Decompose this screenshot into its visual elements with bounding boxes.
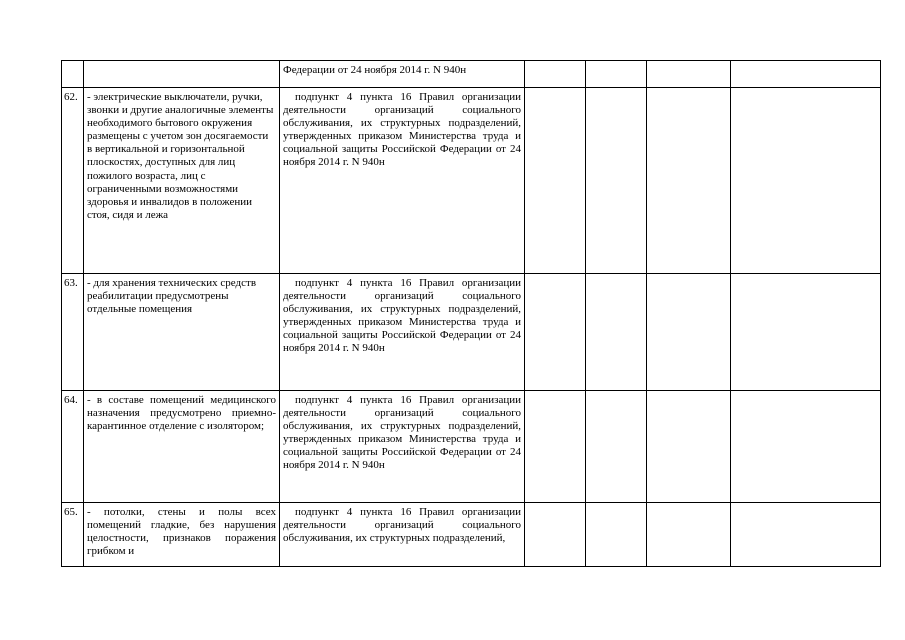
- not-applicable-cell: [647, 391, 731, 503]
- not-applicable-cell: [647, 503, 731, 567]
- not-applicable-cell: [647, 88, 731, 274]
- legal-basis-text: подпункт 4 пункта 16 Правил организации деятельности организаций социального обслуживания, их структурных подразделений, утвержденных приказом Министерства труда и социальной защиты Российской Федерации от 24 ноября 2014 г. N 940н: [280, 274, 525, 391]
- item-number: 63.: [62, 274, 84, 391]
- item-number: 64.: [62, 391, 84, 503]
- note-cell: [731, 88, 881, 274]
- table-row: [62, 88, 881, 274]
- requirement-text: - потолки, стены и полы всех помещений гладкие, без нарушения целостности, признаков поражения грибком и: [87, 506, 276, 558]
- requirement-text: [84, 61, 280, 88]
- table-row: [62, 61, 881, 88]
- requirement-text: - электрические выключатели, ручки, звонки и другие аналогичные элементы необходимого бытового окружения размещены с учетом зон досягаемости в вертикальной и горизонтальной плоскостях, доступных для лиц пожилого возраста, лиц с ограниченными возможностями здоровья и инвалидов в положении стоя, сидя и лежа: [84, 88, 280, 274]
- note-cell: [731, 274, 881, 391]
- answer-no-cell: [586, 61, 647, 88]
- answer-no-cell: [586, 274, 647, 391]
- legal-basis-text: подпункт 4 пункта 16 Правил организации деятельности организаций социального обслуживания, их структурных подразделений, утвержденных приказом Министерства труда и социальной защиты Российской Федерации от 24 ноября 2014 г. N 940н: [280, 88, 525, 274]
- checklist-table: [61, 60, 881, 567]
- answer-yes-cell: [525, 88, 586, 274]
- note-cell: [731, 391, 881, 503]
- answer-no-cell: [586, 391, 647, 503]
- answer-no-cell: [586, 88, 647, 274]
- item-number: [62, 61, 84, 88]
- answer-yes-cell: [525, 274, 586, 391]
- legal-basis-text: подпункт 4 пункта 16 Правил организации деятельности организаций социального обслуживания, их структурных подразделений, утвержденных приказом Министерства труда и социальной защиты Российской Федерации от 24 ноября 2014 г. N 940н: [280, 391, 525, 503]
- legal-basis-text: подпункт 4 пункта 16 Правил организации деятельности организаций социального обслуживания, их структурных подразделений,: [283, 506, 521, 545]
- answer-yes-cell: [525, 503, 586, 567]
- note-cell: [731, 61, 881, 88]
- requirement-text: - для хранения технических средств реабилитации предусмотрены отдельные помещения: [84, 274, 280, 391]
- answer-yes-cell: [525, 61, 586, 88]
- note-cell: [731, 503, 881, 567]
- table-row: [62, 391, 881, 503]
- table-row: [62, 274, 881, 391]
- table-row: [62, 503, 881, 567]
- requirement-text: - в составе помещений медицинского назначения предусмотрено приемно-карантинное отделение с изолятором;: [84, 391, 280, 503]
- not-applicable-cell: [647, 274, 731, 391]
- item-number: 65.: [62, 503, 84, 567]
- item-number: 62.: [62, 88, 84, 274]
- answer-yes-cell: [525, 391, 586, 503]
- not-applicable-cell: [647, 61, 731, 88]
- legal-basis-text: Федерации от 24 ноября 2014 г. N 940н: [280, 61, 525, 88]
- answer-no-cell: [586, 503, 647, 567]
